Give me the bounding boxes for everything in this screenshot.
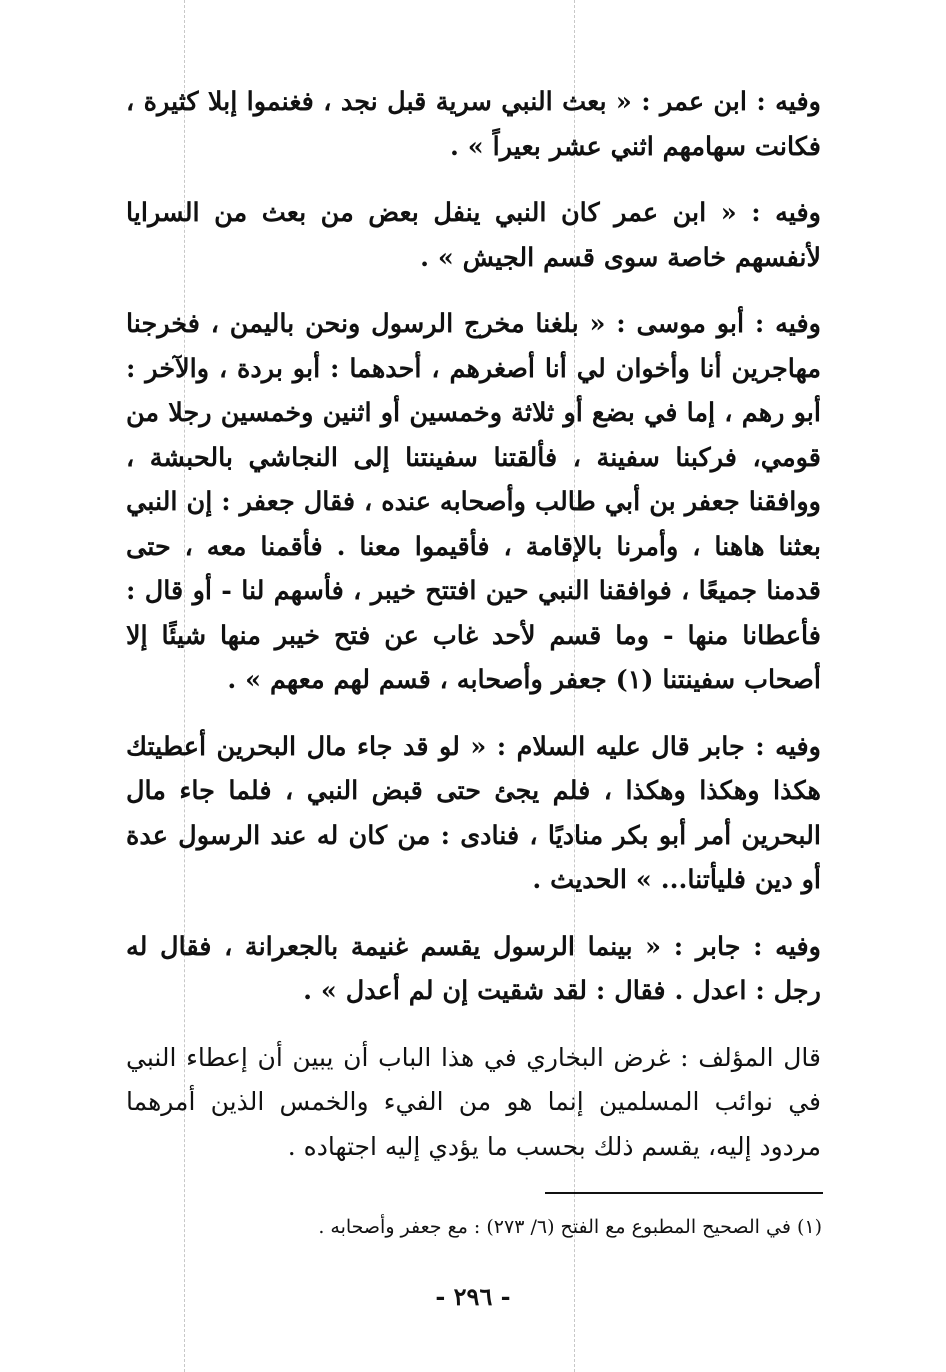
page-number: - ٢٩٦ - xyxy=(435,1282,511,1311)
paragraph-jabir-jiranah: وفيه : جابر : « بينما الرسول يقسم غنيمة بالجعرانة ، فقال له رجل : اعدل . فقال : لقد شقيت إن لم أعدل » . xyxy=(126,931,821,1006)
footnote: (١) في الصحيح المطبوع مع الفتح (٦/ ٢٧٣) : مع جعفر وأصحابه . xyxy=(318,1216,822,1238)
paragraph-abu-musa: وفيه : أبو موسى : « بلغنا مخرج الرسول ونحن باليمن ، فخرجنا مهاجرين أنا وأخوان لي أنا أصغرهم ، أحدهما : أبو بردة ، والآخر : أبو رهم ، إما في بضع أو ثلاثة وخمسين أو اثنين وخمسين رجلا من قومي، فركبنا سفينة ، فألقتنا سفينتنا إلى النجاشي بالحبشة ، ووافقنا جعفر بن أبي طالب وأصحابه عنده ، فقال جعفر : إن النبي بعثنا هاهنا ، وأمرنا بالإقامة ، فأقيموا معنا . فأقمنا معه ، حتى قدمنا جميعًا ، فوافقنا النبي حين افتتح خيبر ، فأسهم لنا - أو قال : فأعطانا منها - وما قسم لأحد غاب عن فتح خيبر منها شيئًا إلا أصحاب سفينتنا (١) جعفر وأصحابه ، قسم لهم معهم » . xyxy=(126,309,821,695)
main-text xyxy=(126,80,821,1191)
footnote-divider xyxy=(545,1192,823,1194)
paragraph-ibn-umar-saraya: وفيه : « ابن عمر كان النبي ينفل بعض من بعث من السرايا لأنفسهم خاصة سوى قسم الجيش » . xyxy=(126,198,821,273)
paragraph-author-comment: قال المؤلف : غرض البخاري في هذا الباب أن يبين أن إعطاء النبي في نوائب المسلمين إنما هو من الفيء والخمس الذين أمرهما مردود إليه، يقسم ذلك بحسب ما يؤدي إليه اجتهاده . xyxy=(126,1042,821,1161)
paragraph-jabir-bahrain: وفيه : جابر قال عليه السلام : « لو قد جاء مال البحرين أعطيتك هكذا وهكذا وهكذا ، فلم يجئ حتى قبض النبي ، فلما جاء مال البحرين أمر أبو بكر مناديًا ، فنادى : من كان له عند الرسول عدة أو دين فليأتنا... » الحديث . xyxy=(126,731,821,895)
paragraph-ibn-umar-najd: وفيه : ابن عمر : « بعث النبي سرية قبل نجد ، فغنموا إبلا كثيرة ، فكانت سهامهم اثني عشر بعيراً » . xyxy=(126,87,821,162)
